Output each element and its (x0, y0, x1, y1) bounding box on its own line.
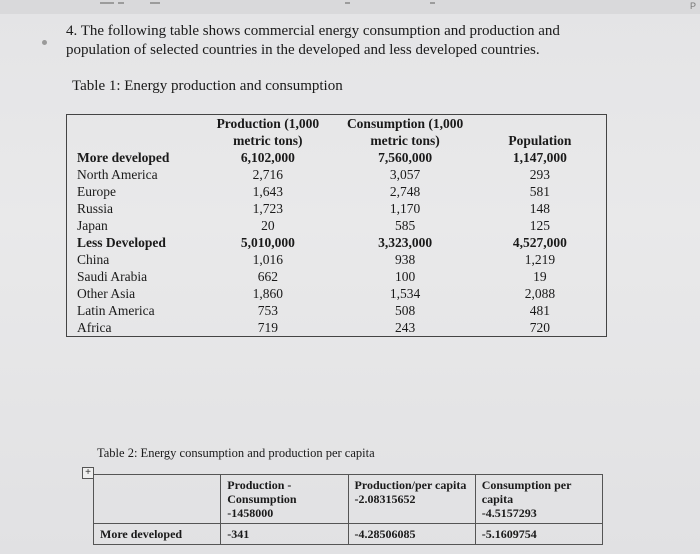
toolbar-mark (118, 2, 124, 4)
population-cell: 125 (529, 218, 551, 233)
question-text: 4. The following table shows commercial energy consumption and production and population of selected countries in the developed and less developed countries. (66, 23, 560, 58)
table1-caption: Table 1: Energy production and consumption (72, 78, 343, 94)
table-row (67, 234, 607, 251)
table-row (67, 200, 607, 217)
production-cell: 719 (257, 320, 278, 335)
population-cell: 293 (529, 167, 551, 182)
production-cell: 20 (261, 218, 275, 233)
col1-label: Production - Consumption (227, 478, 297, 506)
row-name: Russia (67, 200, 200, 217)
population-cell: 720 (529, 320, 551, 335)
corner-label: P (689, 1, 696, 11)
more-developed-label: More developed (94, 524, 221, 545)
energy-table-body (67, 149, 607, 337)
production-cell: 753 (257, 303, 278, 318)
consumption-cell: 7,560,000 (378, 150, 433, 165)
row-name: Saudi Arabia (67, 268, 200, 285)
population-cell: 481 (529, 303, 551, 318)
toolbar-mark (150, 2, 160, 4)
consumption-cell: 3,323,000 (378, 235, 433, 250)
production-cell: 1,016 (252, 252, 284, 267)
population-cell: 4,527,000 (512, 235, 567, 250)
row-name: Less Developed (67, 234, 200, 251)
table-row (67, 302, 607, 319)
row-name: Africa (67, 319, 200, 337)
population-cell: 1,219 (524, 252, 556, 267)
row-name: Other Asia (67, 285, 200, 302)
table-row (67, 285, 607, 302)
population-cell: 1,147,000 (512, 150, 567, 165)
col1-value: -1458000 (227, 506, 274, 520)
more-developed-v2: -4.28506085 (348, 524, 475, 545)
table-row (67, 319, 607, 337)
consumption-cell: 585 (394, 218, 416, 233)
col3-label: Consumption per capita (481, 478, 572, 506)
per-capita-corner-cell (94, 475, 221, 524)
per-capita-table (93, 474, 603, 545)
production-cell: 1,643 (252, 184, 284, 199)
more-developed-v1: -341 (221, 524, 348, 545)
consumption-cell: 1,170 (389, 201, 421, 216)
population-header: Population (508, 133, 572, 148)
population-cell: 19 (533, 269, 547, 284)
consumption-cell: 1,534 (389, 286, 421, 301)
consumption-per-capita-header (475, 475, 602, 524)
more-developed-v3: -5.1609754 (475, 524, 602, 545)
row-name: North America (67, 166, 200, 183)
consumption-header: Consumption (1,000 metric tons) (346, 116, 464, 148)
production-cell: 2,716 (252, 167, 284, 182)
consumption-cell: 243 (394, 320, 416, 335)
col2-value: -2.08315652 (354, 492, 416, 506)
table-row (67, 166, 607, 183)
production-cell: 6,102,000 (240, 150, 295, 165)
consumption-cell: 100 (394, 269, 416, 284)
row-name: Japan (67, 217, 200, 234)
toolbar-mark (430, 2, 435, 4)
name-header (67, 115, 200, 150)
production-cell: 1,860 (252, 286, 284, 301)
table-row (67, 149, 607, 166)
row-name: More developed (67, 149, 200, 166)
table-row (67, 268, 607, 285)
consumption-cell: 2,748 (389, 184, 421, 199)
production-header: Production (1,000 metric tons) (216, 116, 320, 148)
population-cell: 581 (529, 184, 551, 199)
population-cell: 148 (529, 201, 551, 216)
bullet-icon (42, 40, 47, 45)
production-cell: 1,723 (252, 201, 284, 216)
population-cell: 2,088 (524, 286, 556, 301)
consumption-cell: 508 (394, 303, 416, 318)
consumption-cell: 3,057 (389, 167, 421, 182)
production-cell: 662 (257, 269, 278, 284)
col3-value: -4.5157293 (481, 506, 537, 520)
toolbar-mark (100, 2, 114, 4)
row-name: China (67, 251, 200, 268)
production-per-capita-header (348, 475, 475, 524)
row-name: Latin America (67, 302, 200, 319)
col2-label: Production/per capita (354, 478, 467, 492)
consumption-cell: 938 (394, 252, 416, 267)
table-row (67, 217, 607, 234)
table2-caption: Table 2: Energy consumption and production per capita (97, 446, 375, 460)
row-name: Europe (67, 183, 200, 200)
energy-table (66, 114, 607, 337)
production-consumption-header (221, 475, 348, 524)
table-row (67, 251, 607, 268)
table-row (67, 183, 607, 200)
production-cell: 5,010,000 (240, 235, 295, 250)
document-toolbar (0, 0, 700, 14)
toolbar-mark (345, 2, 350, 4)
table-move-handle-icon[interactable]: + (82, 467, 94, 479)
